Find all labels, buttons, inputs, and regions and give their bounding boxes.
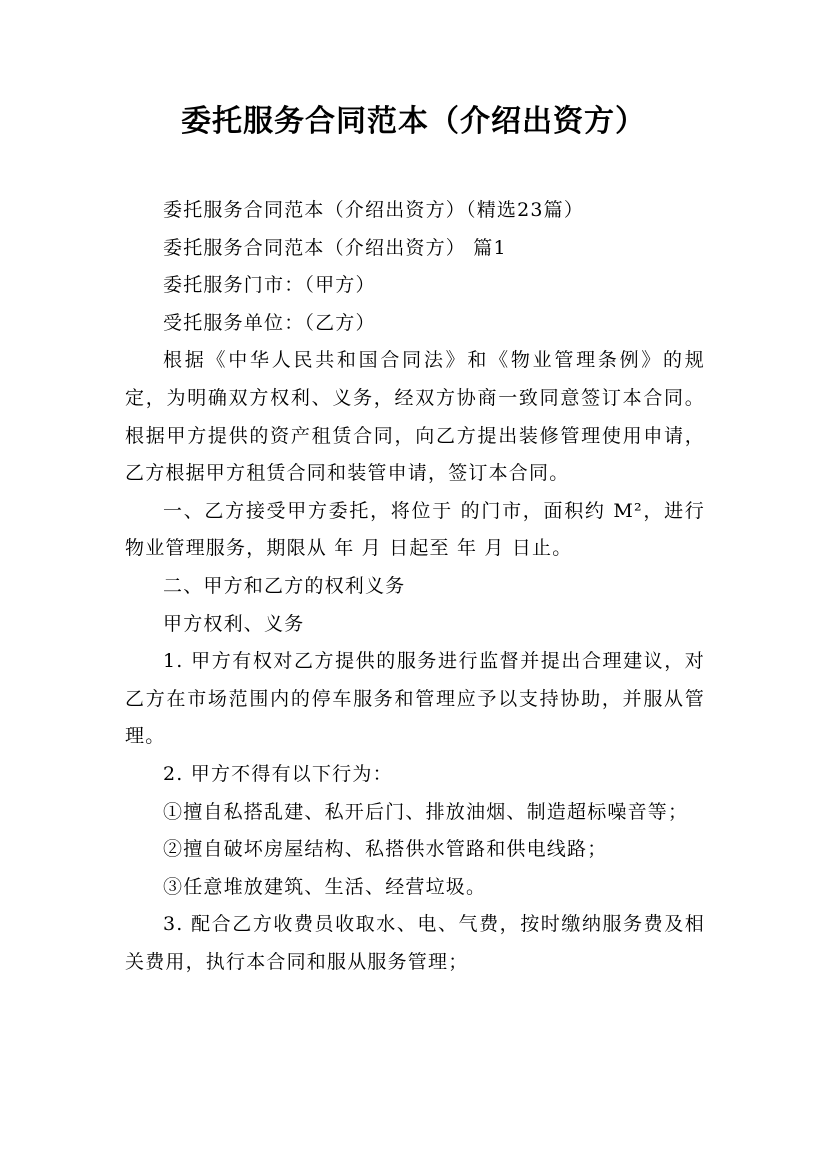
paragraph-clause-1: 一、乙方接受甲方委托，将位于 的门市，面积约 M²，进行物业管理服务，期限从 年 月 日起至 年 月 日止。 — [125, 499, 705, 560]
paragraph-party-a-rights-heading: 甲方权利、义务 — [163, 612, 305, 635]
paragraph-item-2-sub-1: ①擅自私搭乱建、私开后门、排放油烟、制造超标噪音等； — [163, 800, 689, 823]
paragraph-party-a: 委托服务门市：（甲方） — [163, 274, 376, 297]
paragraph-item-2-sub-3: ③任意堆放建筑、生活、经营垃圾。 — [163, 875, 487, 898]
paragraph-clause-2-heading: 二、甲方和乙方的权利义务 — [163, 574, 406, 597]
paragraph-section-heading: 委托服务合同范本（介绍出资方） 篇1 — [163, 236, 507, 259]
paragraph-subtitle: 委托服务合同范本（介绍出资方）（精选23篇） — [163, 199, 585, 221]
paragraph-item-3: 3. 配合乙方收费员收取水、电、气费，按时缴纳服务费及相关费用，执行本合同和服从服务管理； — [125, 913, 705, 973]
paragraph-item-2-sub-2: ②擅自破坏房屋结构、私搭供水管路和供电线路； — [163, 838, 608, 861]
paragraph-item-2: 2. 甲方不得有以下行为： — [163, 762, 393, 785]
document-body — [125, 192, 705, 981]
paragraph-party-b: 受托服务单位：（乙方） — [163, 311, 376, 334]
paragraph-item-1: 1. 甲方有权对乙方提供的服务进行监督并提出合理建议，对乙方在市场范围内的停车服务和管理应予以支持协助，并服从管理。 — [125, 650, 705, 748]
document-title: 委托服务合同范本（介绍出资方） — [181, 104, 646, 139]
paragraph-preamble: 根据《中华人民共和国合同法》和《物业管理条例》的规定，为明确双方权利、义务，经双方协商一致同意签订本合同。根据甲方提供的资产租赁合同，向乙方提出装修管理使用申请，乙方根据甲方租赁合同和装管申请，签订本合同。 — [125, 349, 705, 485]
